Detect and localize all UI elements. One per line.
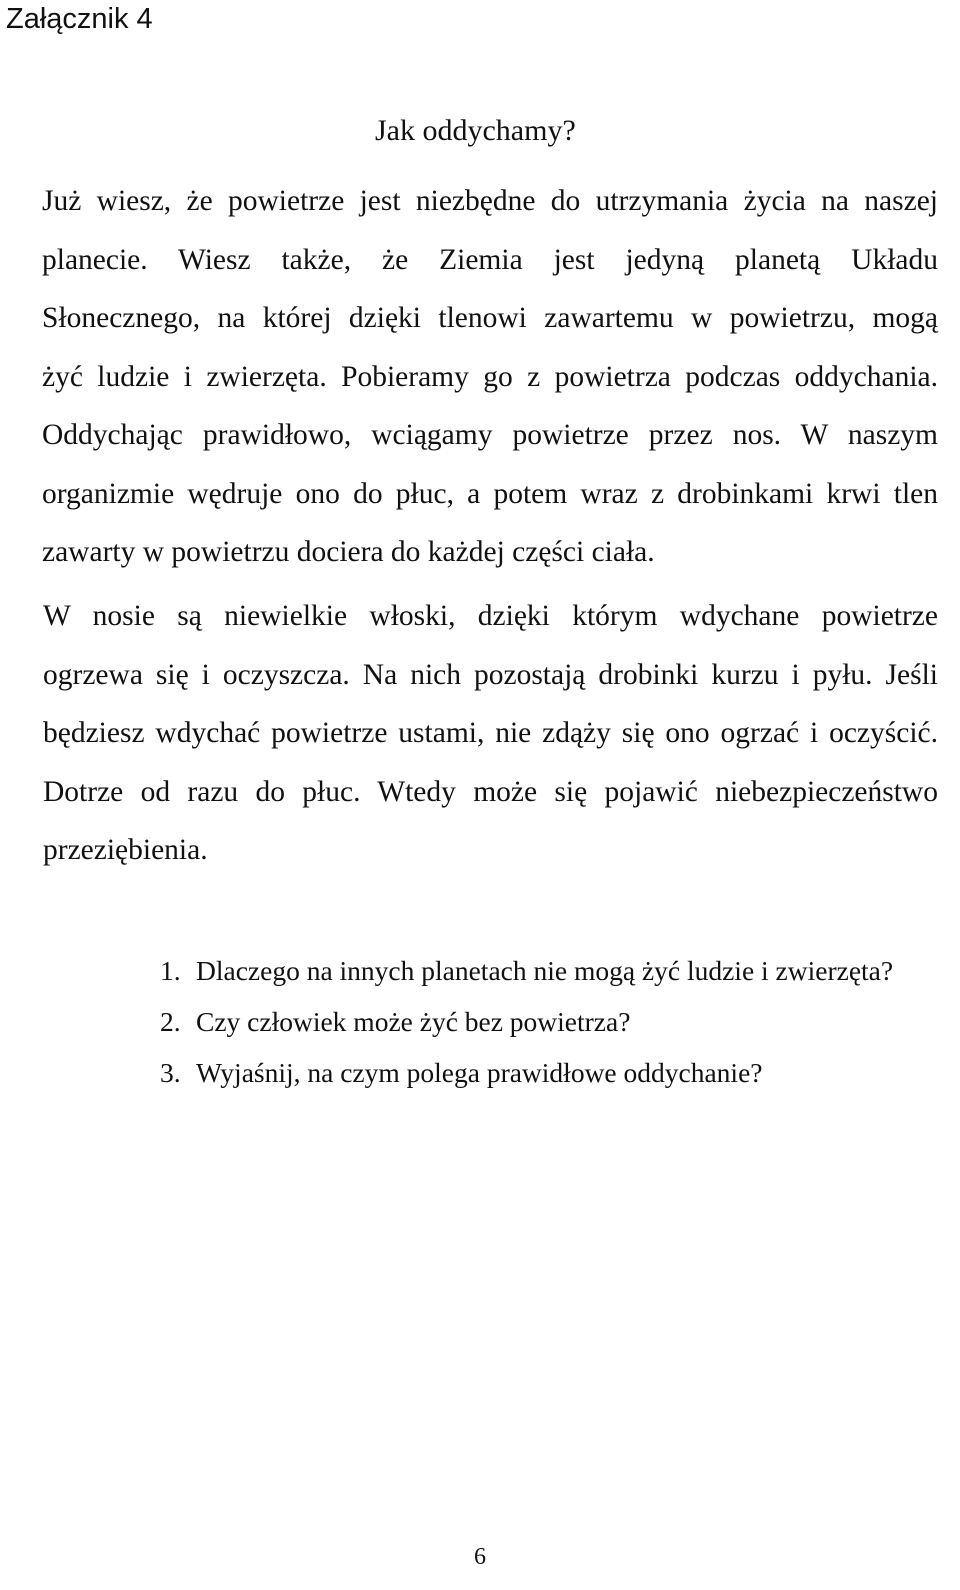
question-item [160,996,893,1047]
question-text: Czy człowiek może żyć bez powietrza? [196,1006,631,1037]
attachment-label: Załącznik 4 [6,3,153,35]
paragraph-line: będziesz wdychać powietrze ustami, nie zdąży się ono ogrzać i oczyścić. [43,717,938,749]
paragraph-line: Słonecznego, na której dzięki tlenowi zawartemu w powietrzu, mogą [42,302,938,334]
paragraph-line: zawarty w powietrzu dociera do każdej części ciała. [42,536,655,568]
page-number: 6 [474,1544,486,1570]
paragraph-nose [7,587,938,880]
paragraph-line: Dotrze od razu do płuc. Wtedy może się pojawić niebezpieczeństwo [43,775,938,808]
question-text: Dlaczego na innych planetach nie mogą żyć ludzie i zwierzęta? [196,955,894,986]
paragraph-line: Już wiesz, że powietrze jest niezbędne do utrzymania życia na naszej [42,185,938,217]
paragraph-line: organizmie wędruje ono do płuc, a potem wraz z drobinkami krwi tlen [42,477,938,510]
question-number: 3. [160,1057,181,1088]
paragraph-line: W nosie są niewielkie włoski, dzięki którym wdychane powietrze [43,600,938,632]
question-number: 1. [160,955,181,986]
paragraph-line: ogrzewa się i oczyszcza. Na nich pozostają drobinki kurzu i pyłu. Jeśli [43,658,938,691]
question-item [160,1047,893,1098]
question-text: Wyjaśnij, na czym polega prawidłowe oddychanie? [196,1057,763,1088]
question-item [160,945,893,996]
document-title: Jak oddychamy? [375,114,576,147]
question-list [160,945,893,1098]
paragraph-line: Oddychając prawidłowo, wciągamy powietrze przez nos. W naszym [42,419,938,451]
paragraph-line: przeziębienia. [43,834,208,866]
question-number: 2. [160,1006,181,1037]
paragraph-intro [32,172,938,582]
paragraph-line: żyć ludzie i zwierzęta. Pobieramy go z powietrza podczas oddychania. [42,360,938,393]
paragraph-line: planecie. Wiesz także, że Ziemia jest jedyną planetą Układu [42,243,938,276]
